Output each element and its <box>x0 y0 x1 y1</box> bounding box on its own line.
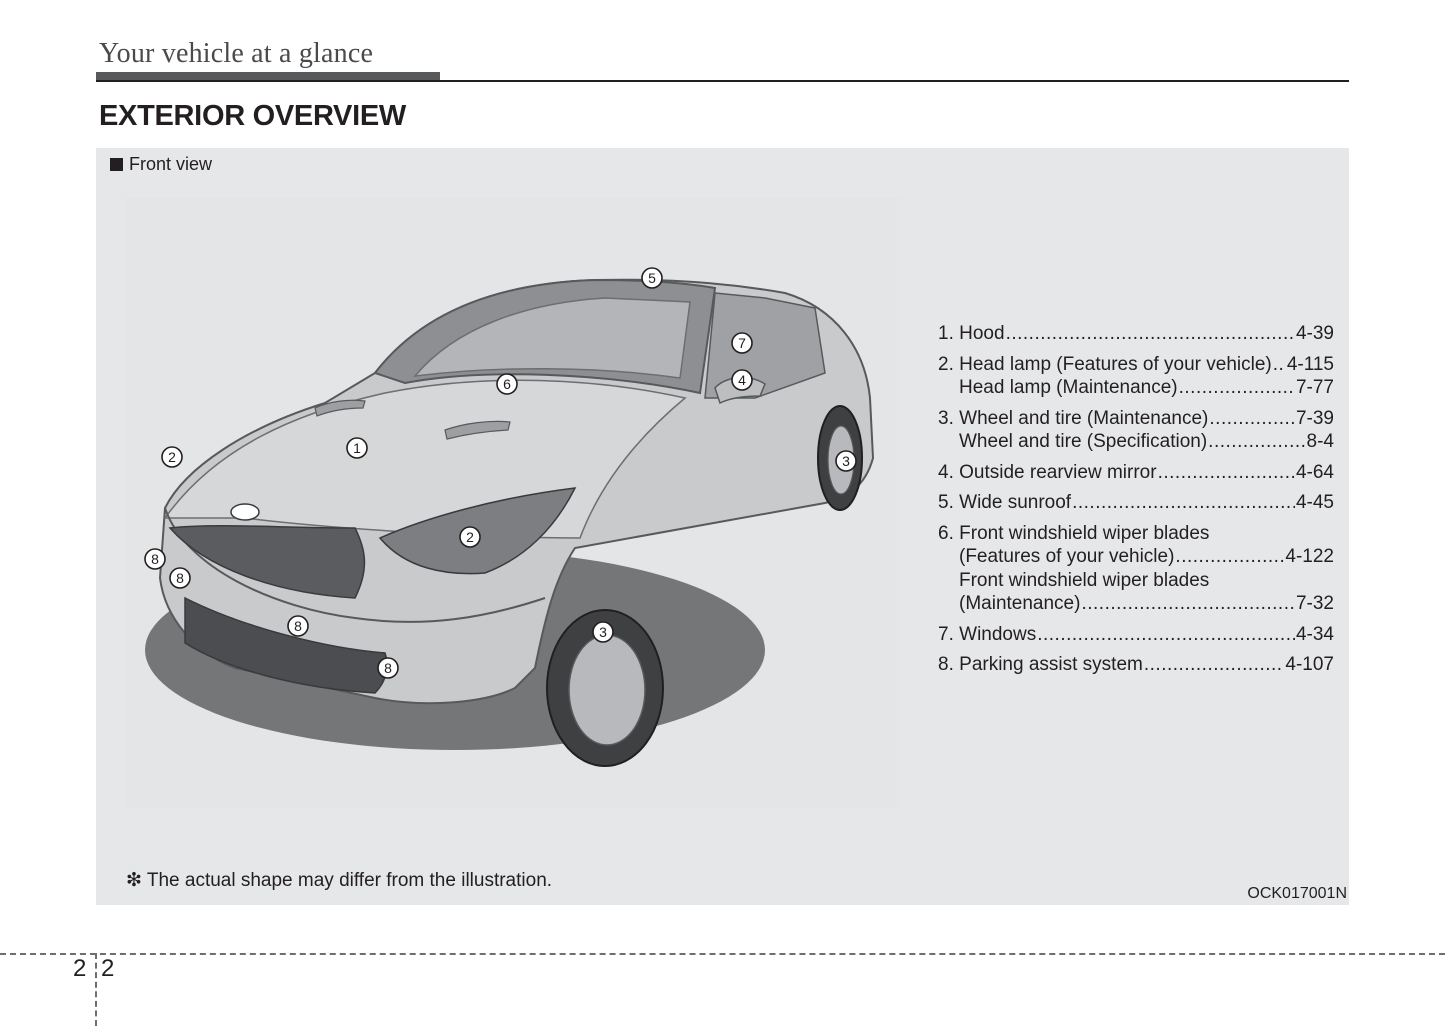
page-number: 2 <box>101 955 115 982</box>
illustration-panel <box>96 148 1349 905</box>
page-ref: 4-64 <box>1295 461 1334 483</box>
page-ref: 7-32 <box>1295 593 1334 614</box>
callout-7 <box>732 333 752 353</box>
callout-3-front <box>593 622 613 642</box>
callout-8-b <box>170 568 190 588</box>
page-heading: EXTERIOR OVERVIEW <box>99 100 406 132</box>
callout-7-label: 7 <box>738 335 746 351</box>
legend-item-windows: 7. Windows ..... 4-34 <box>938 623 1334 647</box>
callout-8-c <box>288 616 308 636</box>
square-bullet-icon <box>110 158 123 171</box>
legend-item-wheel-and-tire: 3. Wheel and tire (Maintenance) ..... 7-39 Wheel and tire (Specification) ..... 8-4 <box>938 407 1334 454</box>
parts-legend <box>938 322 1334 684</box>
callout-6-label: 6 <box>503 376 511 392</box>
legend-item-head-lamp: 2. Head lamp (Features of your vehicle) ..... 4-115 Head lamp (Maintenance) ..... 7-77 <box>938 353 1334 400</box>
callout-2-right-label: 2 <box>466 529 474 545</box>
page-ref: 4-34 <box>1295 623 1334 645</box>
callout-5-label: 5 <box>648 270 656 286</box>
callout-2-left <box>162 447 182 467</box>
legend-item-mirror: 4. Outside rearview mirror ..... 4-64 <box>938 461 1334 485</box>
page-ref: 4-122 <box>1285 546 1334 567</box>
header-rule-thin <box>96 80 1349 82</box>
page-ref: 4-107 <box>1285 654 1334 675</box>
callout-8-d <box>378 658 398 678</box>
callout-4-label: 4 <box>738 372 746 388</box>
view-label-text: Front view <box>129 154 213 174</box>
callout-1-label: 1 <box>353 440 361 456</box>
footer-separator <box>95 953 97 1026</box>
page-ref: 4-115 <box>1286 353 1334 375</box>
callout-8-c-label: 8 <box>294 618 302 634</box>
callout-3-front-label: 3 <box>599 624 607 640</box>
callout-2-right <box>460 527 480 547</box>
callout-2-left-label: 2 <box>168 449 176 465</box>
section-title: Your vehicle at a glance <box>99 38 374 69</box>
illustration-note: ❇ The actual shape may differ from the illustration. <box>126 870 553 891</box>
callout-8-b-label: 8 <box>176 570 184 586</box>
callout-1 <box>347 438 367 458</box>
callout-8-a-label: 8 <box>151 551 159 567</box>
legend-item-hood: 1. Hood ..... 4-39 <box>938 322 1334 346</box>
page-ref: 4-39 <box>1295 323 1334 344</box>
image-code: OCK017001N <box>1247 885 1347 902</box>
callout-6 <box>497 374 517 394</box>
callout-3-rear-label: 3 <box>842 453 850 469</box>
legend-item-sunroof: 5. Wide sunroof ..... 4-45 <box>938 491 1334 515</box>
footer-divider <box>0 953 1445 955</box>
chapter-number: 2 <box>73 955 87 982</box>
page-ref: 7-77 <box>1295 377 1334 398</box>
callout-4 <box>732 370 752 390</box>
car-illustration <box>125 198 900 808</box>
callout-3-rear <box>836 451 856 471</box>
page-ref: 4-45 <box>1295 492 1334 513</box>
callout-5 <box>642 268 662 288</box>
callout-8-d-label: 8 <box>384 660 392 676</box>
legend-item-parking-assist: 8. Parking assist system ..... 4-107 <box>938 653 1334 677</box>
legend-item-wiper-blades: 6. Front windshield wiper blades (Features of your vehicle) ..... 4-122 Front windshield wiper blades (Maintenance) ..... 7-32 <box>938 522 1334 616</box>
callout-8-a <box>145 549 165 569</box>
view-label <box>110 154 212 175</box>
page-ref: 8-4 <box>1306 431 1334 452</box>
page-ref: 7-39 <box>1295 407 1334 429</box>
